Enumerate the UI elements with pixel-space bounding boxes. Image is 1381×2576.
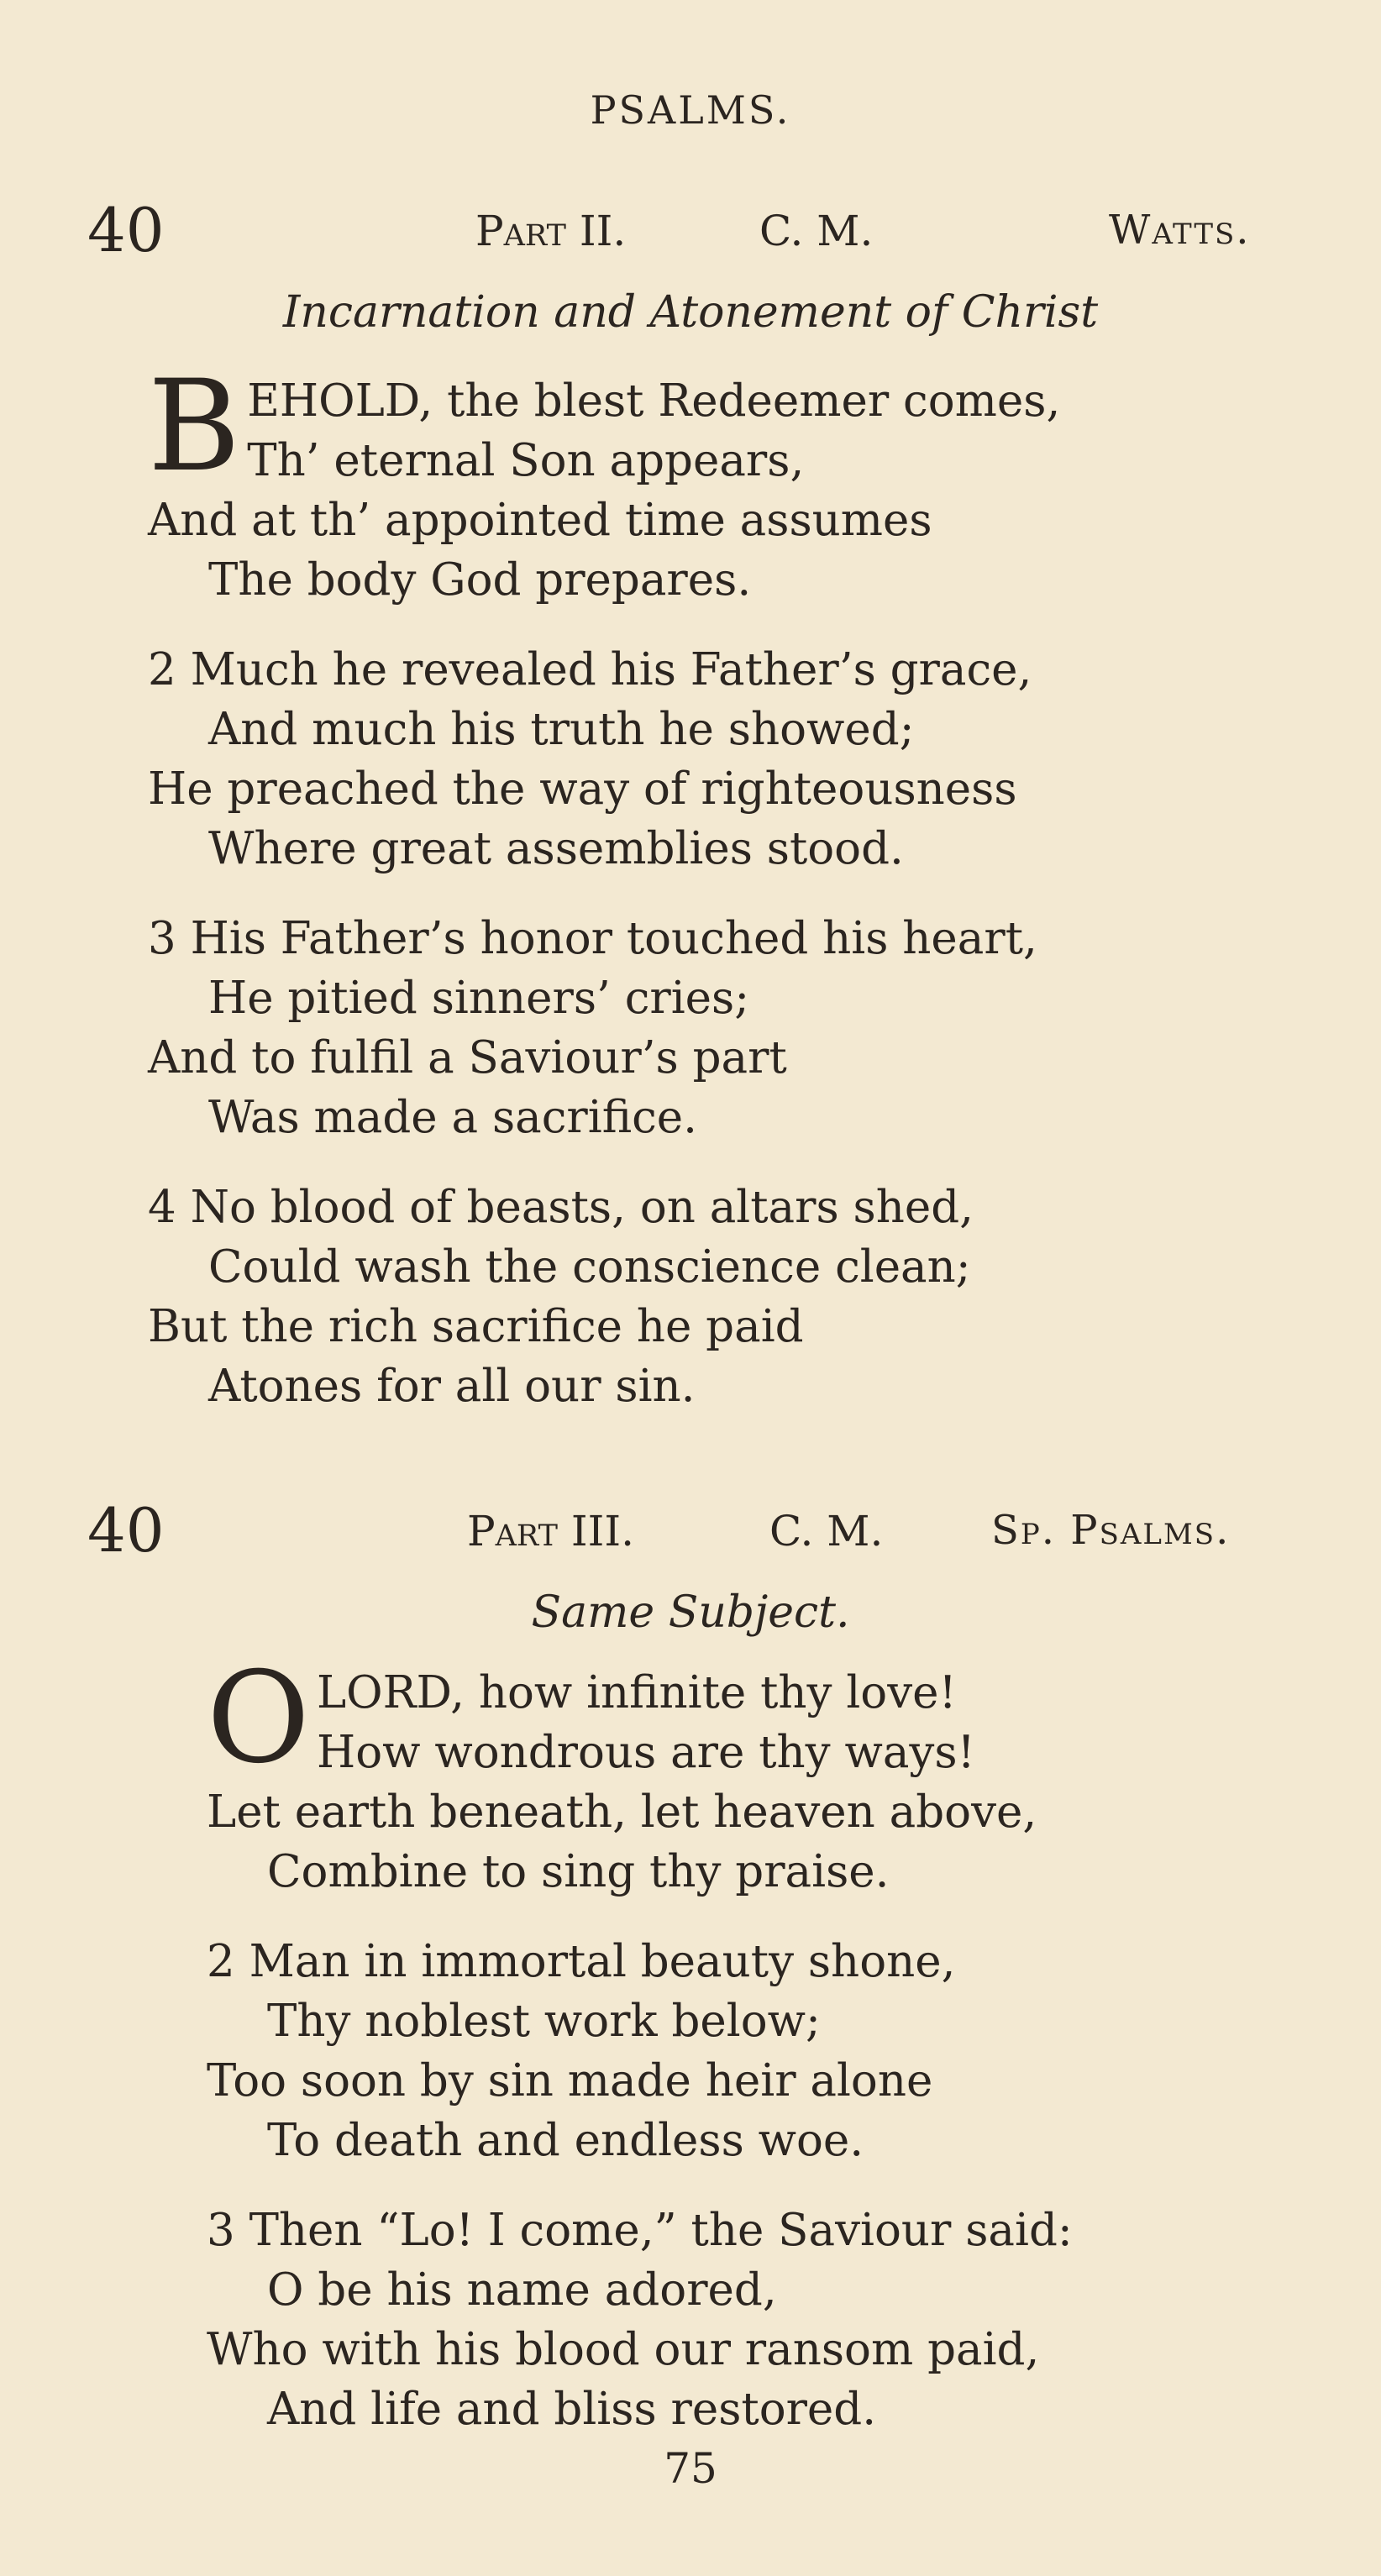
stanza-line: And life and bliss restored. (267, 2384, 877, 2435)
stanza-2 (148, 640, 1032, 879)
stanza-line: Combine to sing thy praise. (267, 1846, 890, 1897)
stanza-line: And to fulfil a Saviour’s part (148, 1032, 787, 1083)
running-head: PSALMS. (590, 87, 791, 133)
hymn-header (0, 195, 1381, 265)
stanza-2 (207, 1932, 955, 2170)
stanza-line: 2 Much he revealed his Father’s grace, (148, 644, 1032, 695)
stanza-line: To death and endless woe. (267, 2115, 864, 2166)
stanza-4 (148, 1178, 974, 1416)
stanza-line: He pitied sinners’ cries; (208, 973, 750, 1024)
hymn-part: Part II. (475, 207, 627, 255)
hymn-title: Same Subject. (531, 1587, 850, 1638)
stanza-line: And at th’ appointed time assumes (148, 495, 932, 546)
stanza-line: He preached the way of righteousness (148, 763, 1017, 815)
stanza-line: But the rich sacrifice he paid (148, 1301, 804, 1352)
stanza-1 (207, 1645, 1037, 1902)
stanza-line: LORD, how infinite thy love! (316, 1667, 957, 1718)
hymn-number: 40 (87, 1495, 165, 1566)
hymn-meter: C. M. (759, 207, 874, 255)
stanza-line: Where great assemblies stood. (208, 823, 904, 874)
stanza-line: 3 Then “Lo! I come,” the Saviour said: (207, 2205, 1073, 2256)
stanza-3 (148, 909, 1037, 1147)
stanza-line: Was made a sacrifice. (208, 1092, 697, 1143)
drop-cap: B (148, 354, 241, 500)
hymn-40-part-2 (0, 195, 1381, 1412)
stanza-line: Could wash the conscience clean; (208, 1241, 971, 1293)
stanza-line: Who with his blood our ransom paid, (207, 2324, 1040, 2375)
stanza-line: And much his truth he showed; (208, 704, 915, 755)
stanza-line: Let earth beneath, let heaven above, (207, 1786, 1037, 1838)
stanza-line: 2 Man in immortal beauty shone, (207, 1936, 956, 1987)
stanza-line: 4 No blood of beasts, on altars shed, (148, 1182, 974, 1233)
page-number: 75 (664, 2444, 717, 2493)
hymn-part: Part III. (467, 1507, 635, 1556)
stanza-line: 3 His Father’s honor touched his heart, (148, 913, 1037, 964)
stanza-line: O be his name adored, (267, 2264, 777, 2316)
stanza-line: The body God prepares. (208, 554, 752, 606)
hymn-author: Sp. Psalms. (991, 1507, 1231, 1554)
stanza-line: Atones for all our sin. (208, 1361, 696, 1412)
hymn-author: Watts. (1109, 207, 1251, 254)
stanza-3 (207, 2201, 1073, 2439)
stanza-line: How wondrous are thy ways! (316, 1727, 975, 1778)
stanza-line: EHOLD, the blest Redeemer comes, (247, 375, 1061, 427)
hymn-meter: C. M. (769, 1507, 884, 1556)
hymn-40-part-3 (0, 1495, 1381, 2435)
stanza-line: Thy noblest work below; (267, 1996, 821, 2047)
hymn-number: 40 (87, 195, 165, 265)
drop-cap: O (207, 1645, 310, 1792)
stanza-1 (148, 354, 1061, 610)
hymn-header (0, 1495, 1381, 1566)
stanza-line: Too soon by sin made heir alone (207, 2055, 933, 2106)
stanza-line: Th’ eternal Son appears, (247, 435, 805, 486)
hymn-title: Incarnation and Atonement of Christ (282, 287, 1099, 338)
